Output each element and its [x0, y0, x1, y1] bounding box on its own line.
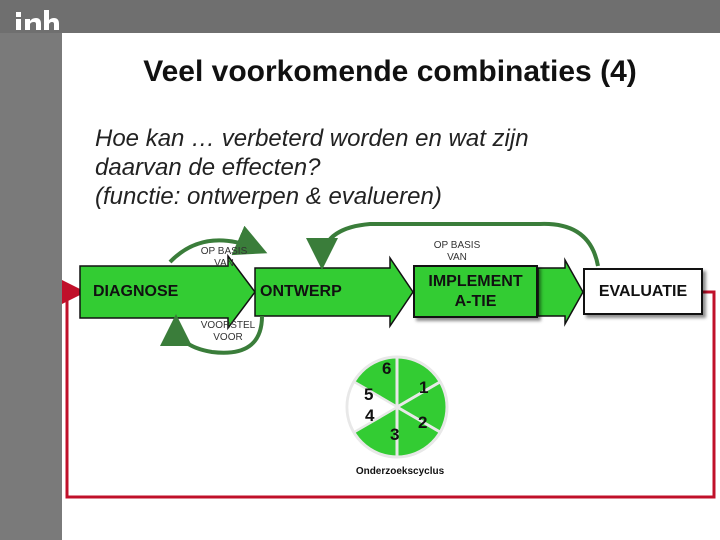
cycle-number-3: 3	[390, 425, 400, 444]
cycle-number-6: 6	[382, 359, 392, 378]
label-line: OP BASIS	[433, 240, 481, 251]
cycle-number-1: 1	[419, 378, 429, 397]
subtitle-line: daarvan de effecten?	[95, 154, 321, 181]
step-ontwerp: ONTWERP	[260, 283, 342, 300]
label-line: VAN	[214, 258, 234, 269]
label-op-basis-van-1	[192, 246, 256, 270]
step-diagnose: DIAGNOSE	[93, 283, 179, 300]
step-implementatie	[413, 265, 538, 318]
cycle-number-5: 5	[364, 385, 374, 404]
cycle-caption: Onderzoekscyclus	[355, 466, 445, 477]
slide-title: Veel voorkomende combinaties (4)	[143, 55, 637, 88]
step-implementatie-line: A-TIE	[454, 292, 497, 310]
label-voorstel-voor	[196, 320, 260, 344]
label-op-basis-van-2	[425, 240, 489, 264]
cycle-number-4: 4	[365, 406, 375, 425]
label-line: VAN	[447, 252, 467, 263]
label-line: OP BASIS	[200, 246, 248, 257]
subtitle-line: (functie: ontwerpen & evalueren)	[95, 183, 442, 210]
subtitle-line: Hoe kan … verbeterd worden en wat zijn	[95, 125, 529, 152]
implementatie-evaluatie-arrow	[538, 260, 583, 324]
label-line: VOOR	[213, 332, 243, 343]
label-line: VOORSTEL	[200, 320, 256, 331]
step-implementatie-line: IMPLEMENT	[428, 272, 523, 290]
cycle-number-2: 2	[418, 413, 428, 432]
step-evaluatie: EVALUATIE	[583, 268, 703, 315]
